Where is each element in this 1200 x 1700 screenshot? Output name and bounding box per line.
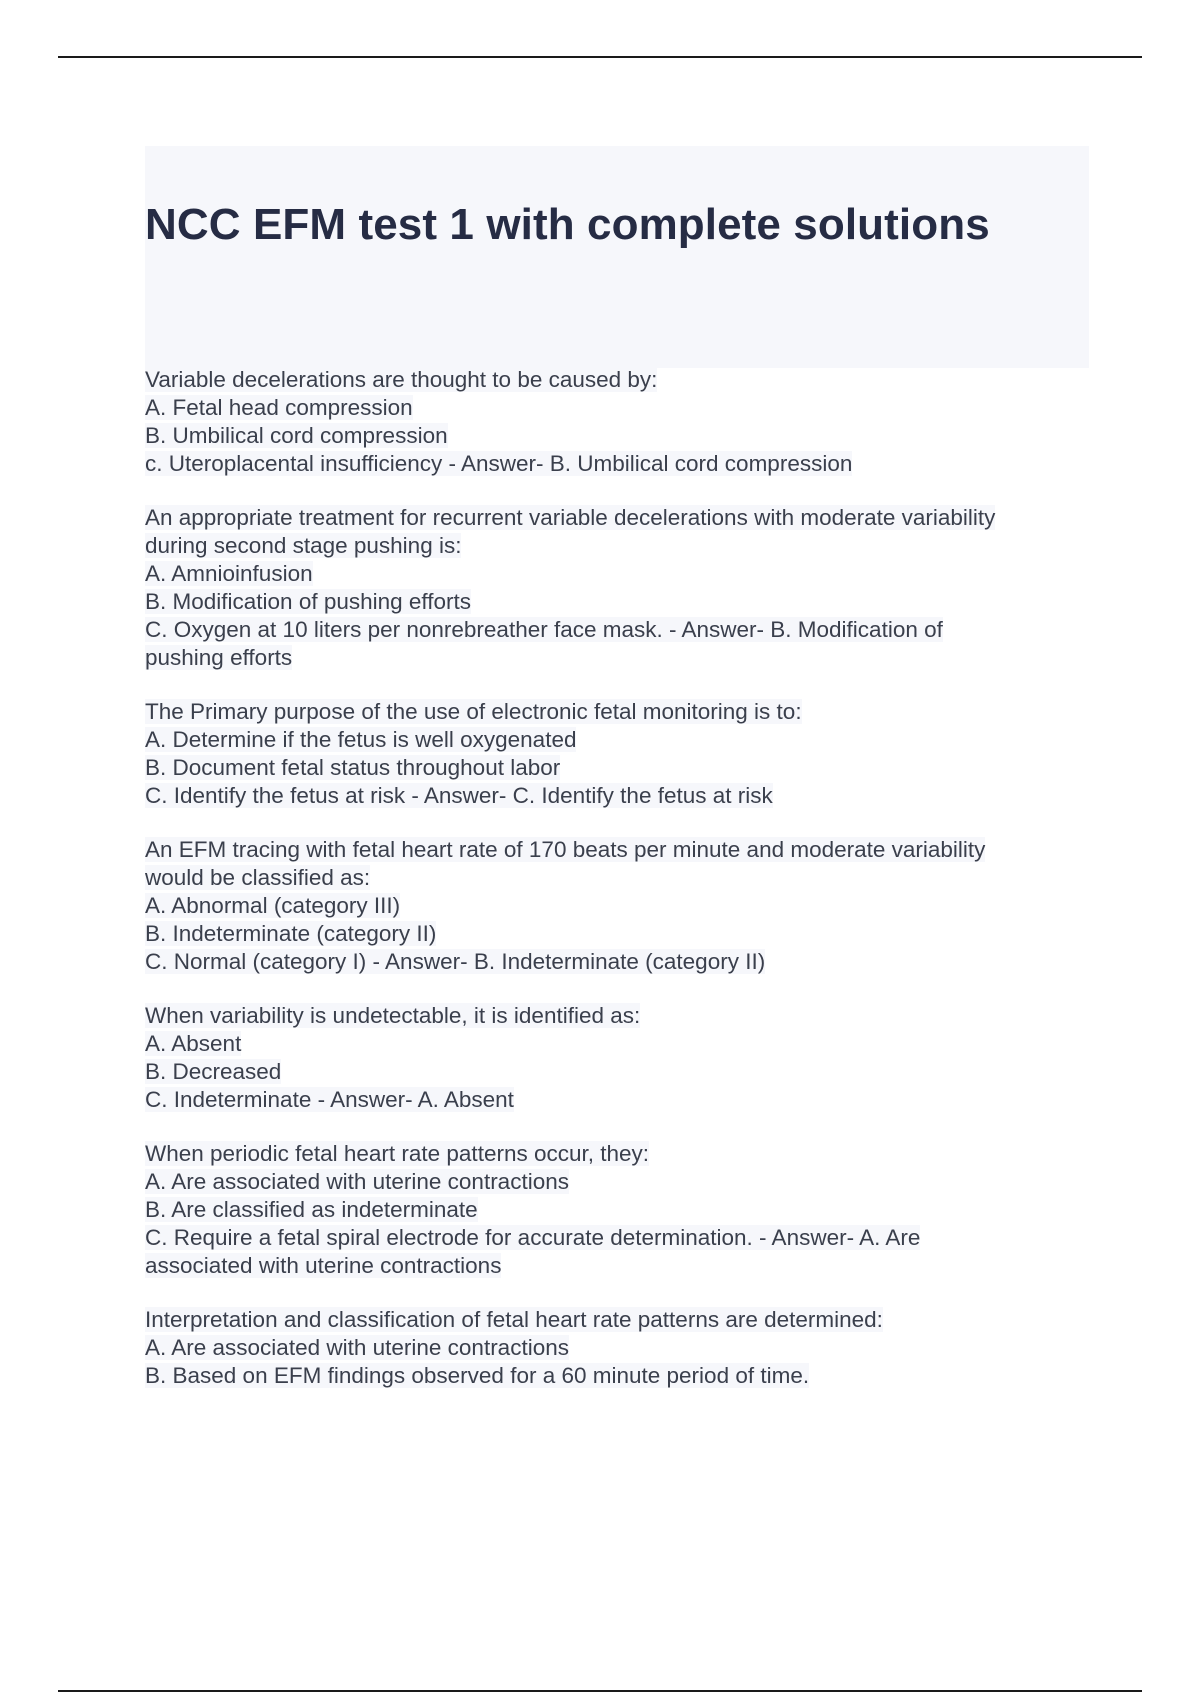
question-block [145, 366, 1089, 478]
question-line: An appropriate treatment for recurrent variable decelerations with moderate variability [145, 505, 996, 530]
answer-option: B. Based on EFM findings observed for a 60 minute period of time. [145, 1363, 810, 1388]
question-list [145, 366, 1089, 1416]
answer-option: A. Absent [145, 1031, 242, 1056]
answer-option: A. Amnioinfusion [145, 561, 313, 586]
answer-option: C. Indeterminate - Answer- A. Absent [145, 1087, 514, 1112]
answer-option: B. Are classified as indeterminate [145, 1197, 478, 1222]
answer-option: B. Modification of pushing efforts [145, 589, 472, 614]
question-block [145, 504, 1089, 672]
answer-option: B. Document fetal status throughout labor [145, 755, 561, 780]
answer-option: C. Oxygen at 10 liters per nonrebreather face mask. - Answer- B. Modification of [145, 617, 943, 642]
answer-option: associated with uterine contractions [145, 1253, 502, 1278]
title-banner [145, 146, 1089, 368]
question-block [145, 836, 1089, 976]
answer-option: A. Are associated with uterine contractions [145, 1169, 569, 1194]
question-block [145, 1140, 1089, 1280]
answer-option: c. Uteroplacental insufficiency - Answer- B. Umbilical cord compression [145, 451, 853, 476]
question-line: An EFM tracing with fetal heart rate of 170 beats per minute and moderate variability [145, 837, 986, 862]
question-block [145, 1306, 1089, 1390]
question-line: would be classified as: [145, 865, 371, 890]
answer-option: B. Indeterminate (category II) [145, 921, 437, 946]
answer-option: A. Abnormal (category III) [145, 893, 401, 918]
question-line: Interpretation and classification of fetal heart rate patterns are determined: [145, 1307, 883, 1332]
question-line: When periodic fetal heart rate patterns occur, they: [145, 1141, 650, 1166]
answer-option: A. Determine if the fetus is well oxygenated [145, 727, 577, 752]
answer-option: C. Normal (category I) - Answer- B. Indeterminate (category II) [145, 949, 766, 974]
question-block [145, 1002, 1089, 1114]
question-block [145, 698, 1089, 810]
answer-option: B. Umbilical cord compression [145, 423, 448, 448]
bottom-rule [58, 1690, 1142, 1692]
answer-option: C. Require a fetal spiral electrode for accurate determination. - Answer- A. Are [145, 1225, 921, 1250]
answer-option: C. Identify the fetus at risk - Answer- C. Identify the fetus at risk [145, 783, 773, 808]
question-line: during second stage pushing is: [145, 533, 462, 558]
answer-option: A. Fetal head compression [145, 395, 413, 420]
question-line: The Primary purpose of the use of electronic fetal monitoring is to: [145, 699, 802, 724]
question-line: Variable decelerations are thought to be caused by: [145, 367, 658, 392]
answer-option: B. Decreased [145, 1059, 282, 1084]
question-line: When variability is undetectable, it is identified as: [145, 1003, 641, 1028]
answer-option: pushing efforts [145, 645, 293, 670]
page-title: NCC EFM test 1 with complete solutions [145, 200, 990, 249]
top-rule [58, 56, 1142, 58]
answer-option: A. Are associated with uterine contractions [145, 1335, 569, 1360]
